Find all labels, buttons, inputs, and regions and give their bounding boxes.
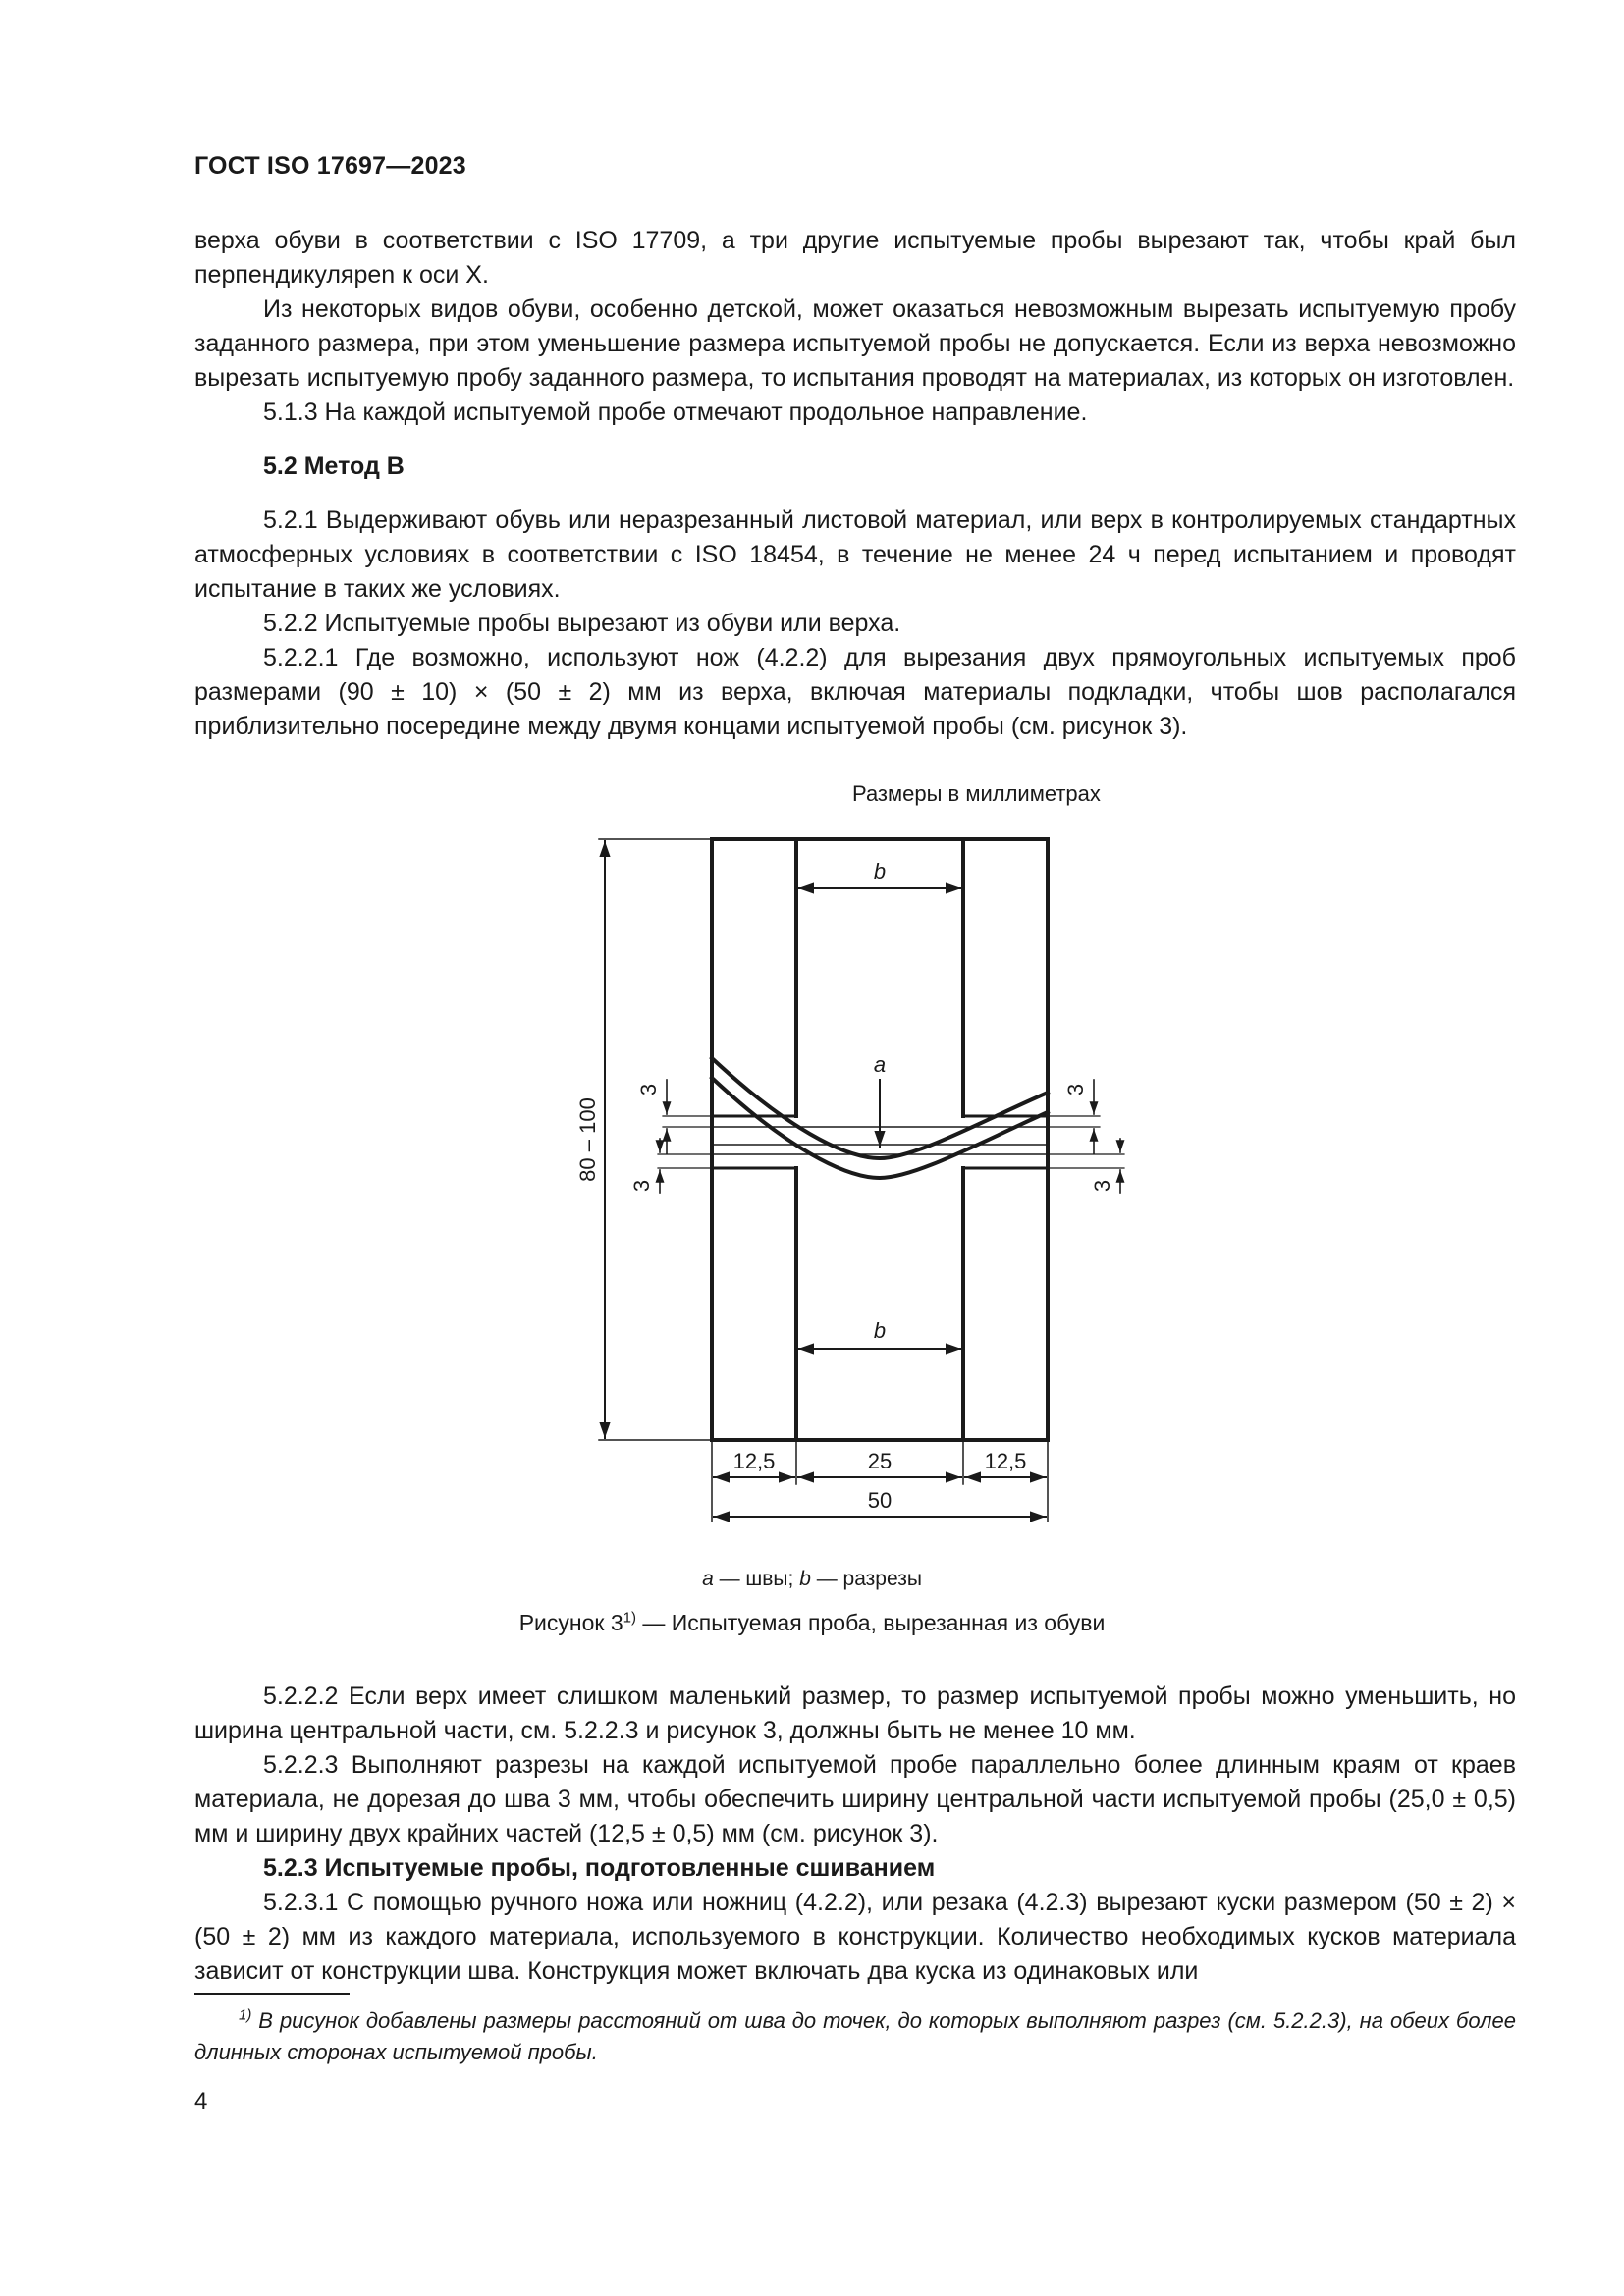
- document-header: ГОСТ ISO 17697—2023: [194, 152, 466, 180]
- label-gap-left-top: 3: [636, 1083, 661, 1096]
- legend-a: a: [702, 1568, 714, 1590]
- footnote-separator: [194, 1993, 350, 1995]
- label-width-center: 25: [867, 1449, 893, 1473]
- paragraph-continuation: верха обуви в соответствии с ISO 17709, а три другие испытуемые пробы вырезают так, чтобы край был перпендикуляреn к оси X.: [194, 227, 1516, 289]
- figure-caption: [0, 1610, 1624, 1636]
- footnote-marker: 1): [239, 2006, 252, 2024]
- label-b-bottom: b: [873, 1318, 887, 1343]
- figure-legend: [0, 1568, 1624, 1591]
- top-text-block: [194, 224, 1516, 744]
- paragraph-5-2-2-3: 5.2.2.3 Выполняют разрезы на каждой испытуемой пробе параллельно более длинным краям от краев материала, не дорезая до шва 3 мм, чтобы обеспечить ширину центральной части испытуемой пробы (25,0 ± 0,5) мм и ширину двух крайних частей (12,5 ± 0,5) мм (см. рисунок 3).: [194, 1751, 1516, 1847]
- footnote-text: В рисунок добавлены размеры расстояний от шва до точек, до которых выполняют разрез (см. 5.2.2.3), на обеих более длинных сторонах испытуемой пробы.: [194, 2008, 1516, 2064]
- label-width-right: 12,5: [984, 1449, 1027, 1473]
- label-gap-left-bottom: 3: [629, 1179, 654, 1193]
- footnote: [194, 2005, 1516, 2068]
- label-gap-right-top: 3: [1063, 1083, 1088, 1096]
- paragraph-5-2-2-2: 5.2.2.2 Если верх имеет слишком маленький размер, то размер испытуемой пробы можно уменьшить, но ширина центральной части, см. 5.2.2.3 и рисунок 3, должны быть не менее 10 мм.: [194, 1682, 1516, 1744]
- specimen-drawing: [550, 815, 1178, 1561]
- caption-footnote-marker: 1): [623, 1609, 636, 1627]
- section-heading-5-2: 5.2 Метод В: [263, 453, 405, 480]
- section-heading-5-2-3: 5.2.3 Испытуемые пробы, подготовленные сшиванием: [263, 1854, 936, 1882]
- paragraph-5-2-2: 5.2.2 Испытуемые пробы вырезают из обуви или верха.: [263, 610, 901, 637]
- paragraph-5-1-3: 5.1.3 На каждой испытуемой пробе отмечают продольное направление.: [263, 399, 1088, 426]
- caption-text: — Испытуемая проба, вырезанная из обуви: [635, 1610, 1106, 1635]
- legend-b: b: [799, 1568, 811, 1590]
- label-height: 80 – 100: [575, 1097, 600, 1182]
- label-a-seam: a: [873, 1052, 887, 1077]
- paragraph-5-2-2-1: 5.2.2.1 Где возможно, используют нож (4.2.2) для вырезания двух прямоугольных испытуемых проб размерами (90 ± 10) × (50 ± 2) мм из верха, включая материалы подкладки, чтобы шов располагался приблизительно посередине между двумя концами испытуемой пробы (см. рисунок 3).: [194, 644, 1516, 740]
- legend-a-text: — швы;: [713, 1568, 800, 1590]
- label-width-left: 12,5: [732, 1449, 776, 1473]
- caption-prefix: Рисунок 3: [518, 1610, 623, 1635]
- paragraph-children-shoes: Из некоторых видов обуви, особенно детской, может оказаться невозможным вырезать испытуемую пробу заданного размера, при этом уменьшение размера испытуемой пробы не допускается. Если из верха невозможно вырезать испытуемую пробу заданного размера, то испытания проводят на материалах, из которых он изготовлен.: [194, 295, 1516, 392]
- legend-b-text: — разрезы: [810, 1568, 922, 1590]
- page-number: 4: [194, 2088, 208, 2114]
- figure-units-note: Размеры в миллиметрах: [852, 781, 1101, 806]
- after-figure-text-block: [194, 1680, 1516, 1989]
- paragraph-5-2-1: 5.2.1 Выдерживают обувь или неразрезанный листовой материал, или верх в контролируемых стандартных атмосферных условиях в соответствии с ISO 18454, в течение не менее 24 ч перед испытанием и проводят испытание в таких же условиях.: [194, 507, 1516, 603]
- paragraph-5-2-3-1: 5.2.3.1 С помощью ручного ножа или ножниц (4.2.2), или резака (4.2.3) вырезают куски размером (50 ± 2) × (50 ± 2) мм из каждого материала, используемого в конструкции. Количество необходимых кусков материала зависит от конструкции шва. Конструкция может включать два куска из одинаковых или: [194, 1889, 1516, 1985]
- label-b-top: b: [873, 859, 887, 883]
- label-gap-right-bottom: 3: [1090, 1179, 1114, 1193]
- label-width-total: 50: [867, 1488, 893, 1513]
